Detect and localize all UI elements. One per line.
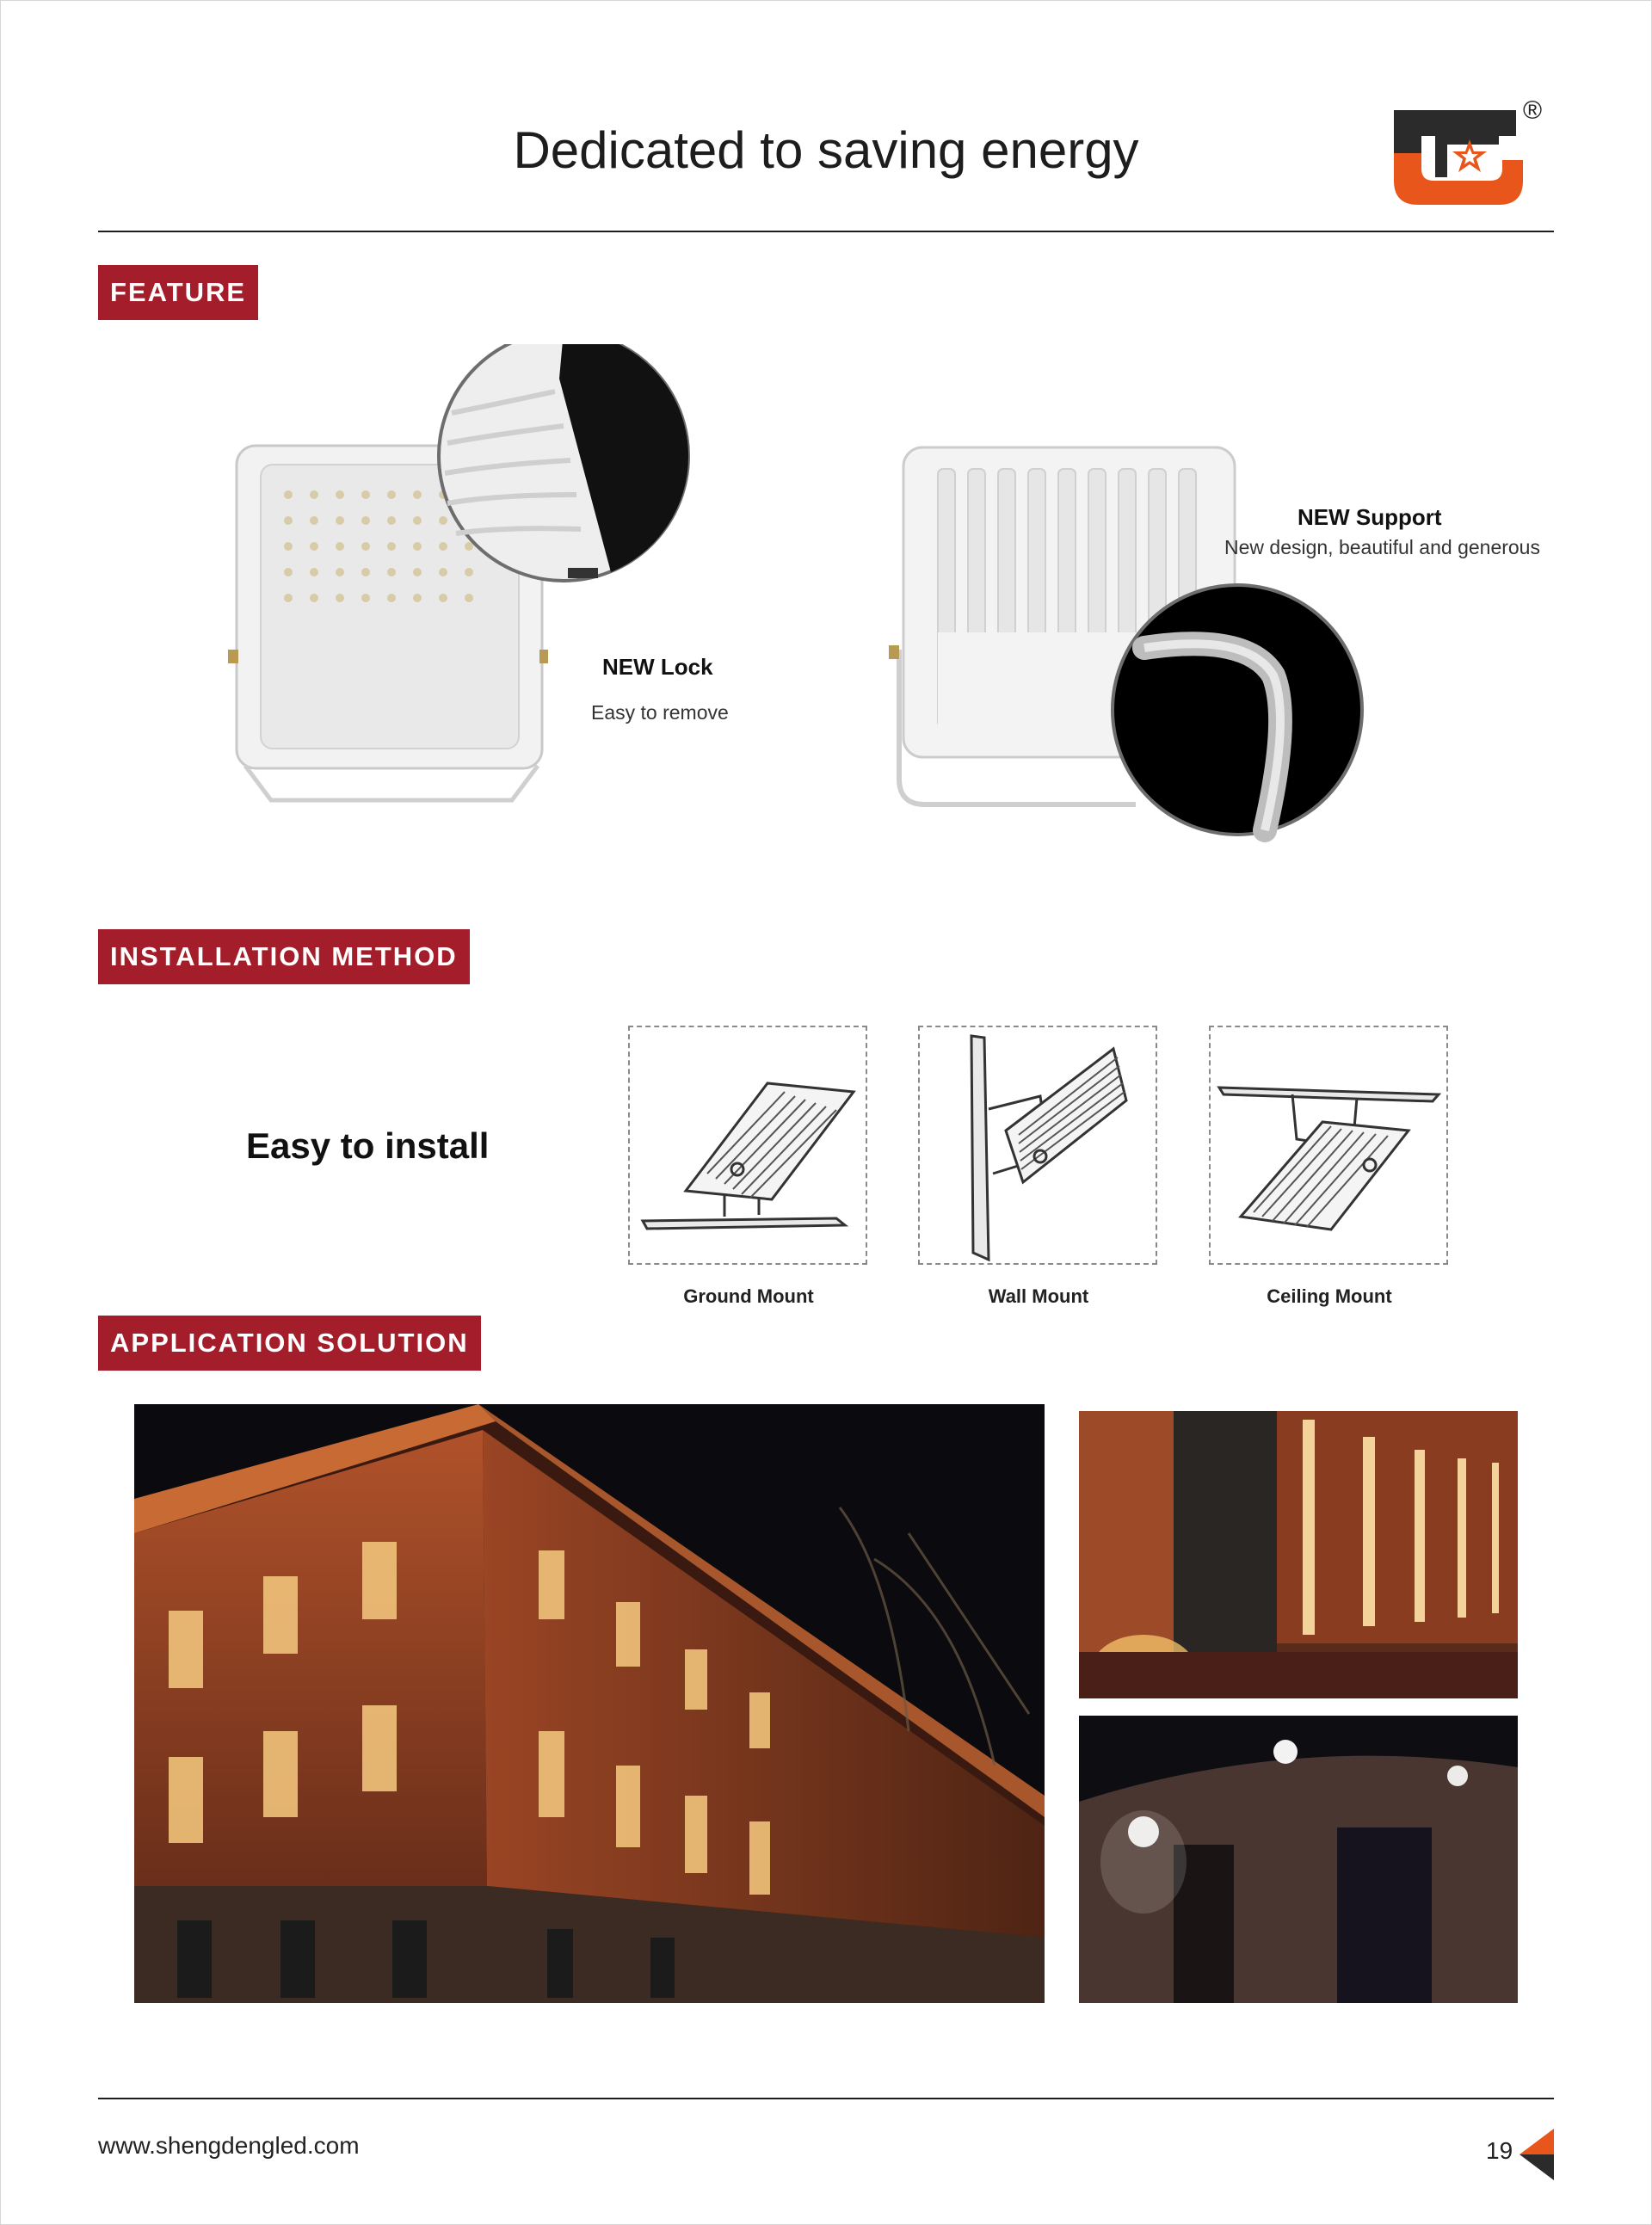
- brand-logo: [1387, 102, 1533, 213]
- feature-lock-title: NEW Lock: [602, 654, 713, 680]
- application-photo-building: [134, 1404, 1045, 2003]
- page-corner-arrow-icon: [1516, 2129, 1554, 2180]
- wall-mount-box: [918, 1026, 1157, 1265]
- header-divider: [98, 231, 1554, 232]
- wall-mount-icon: [920, 1027, 1156, 1263]
- page-number: 19: [1486, 2137, 1513, 2164]
- ceiling-mount-box: [1209, 1026, 1448, 1265]
- footer-divider: [98, 2098, 1554, 2099]
- feature-support-title: NEW Support: [1298, 504, 1442, 530]
- application-photo-storefront: [1079, 1411, 1518, 1698]
- footer-website: www.shengdengled.com: [98, 2132, 360, 2159]
- easy-install-headline: Easy to install: [246, 1125, 490, 1166]
- application-photo-facade: [1079, 1716, 1518, 2003]
- floodlight-front-image: [219, 344, 701, 826]
- application-badge: APPLICATION SOLUTION: [98, 1316, 481, 1371]
- installation-badge: INSTALLATION METHOD: [98, 929, 470, 984]
- feature-lock-desc: Easy to remove: [591, 701, 729, 724]
- ceiling-mount-label: Ceiling Mount: [1267, 1285, 1392, 1307]
- feature-badge: FEATURE: [98, 265, 258, 320]
- ground-mount-box: [628, 1026, 867, 1265]
- ceiling-mount-icon: [1211, 1027, 1446, 1263]
- registered-mark: ®: [1523, 96, 1543, 125]
- ground-mount-label: Ground Mount: [683, 1285, 814, 1307]
- ground-mount-icon: [630, 1027, 866, 1263]
- wall-mount-label: Wall Mount: [988, 1285, 1089, 1307]
- feature-support-desc: New design, beautiful and generous: [1224, 536, 1540, 558]
- floodlight-back-image: [886, 435, 1368, 856]
- page-title: Dedicated to saving energy: [513, 121, 1139, 179]
